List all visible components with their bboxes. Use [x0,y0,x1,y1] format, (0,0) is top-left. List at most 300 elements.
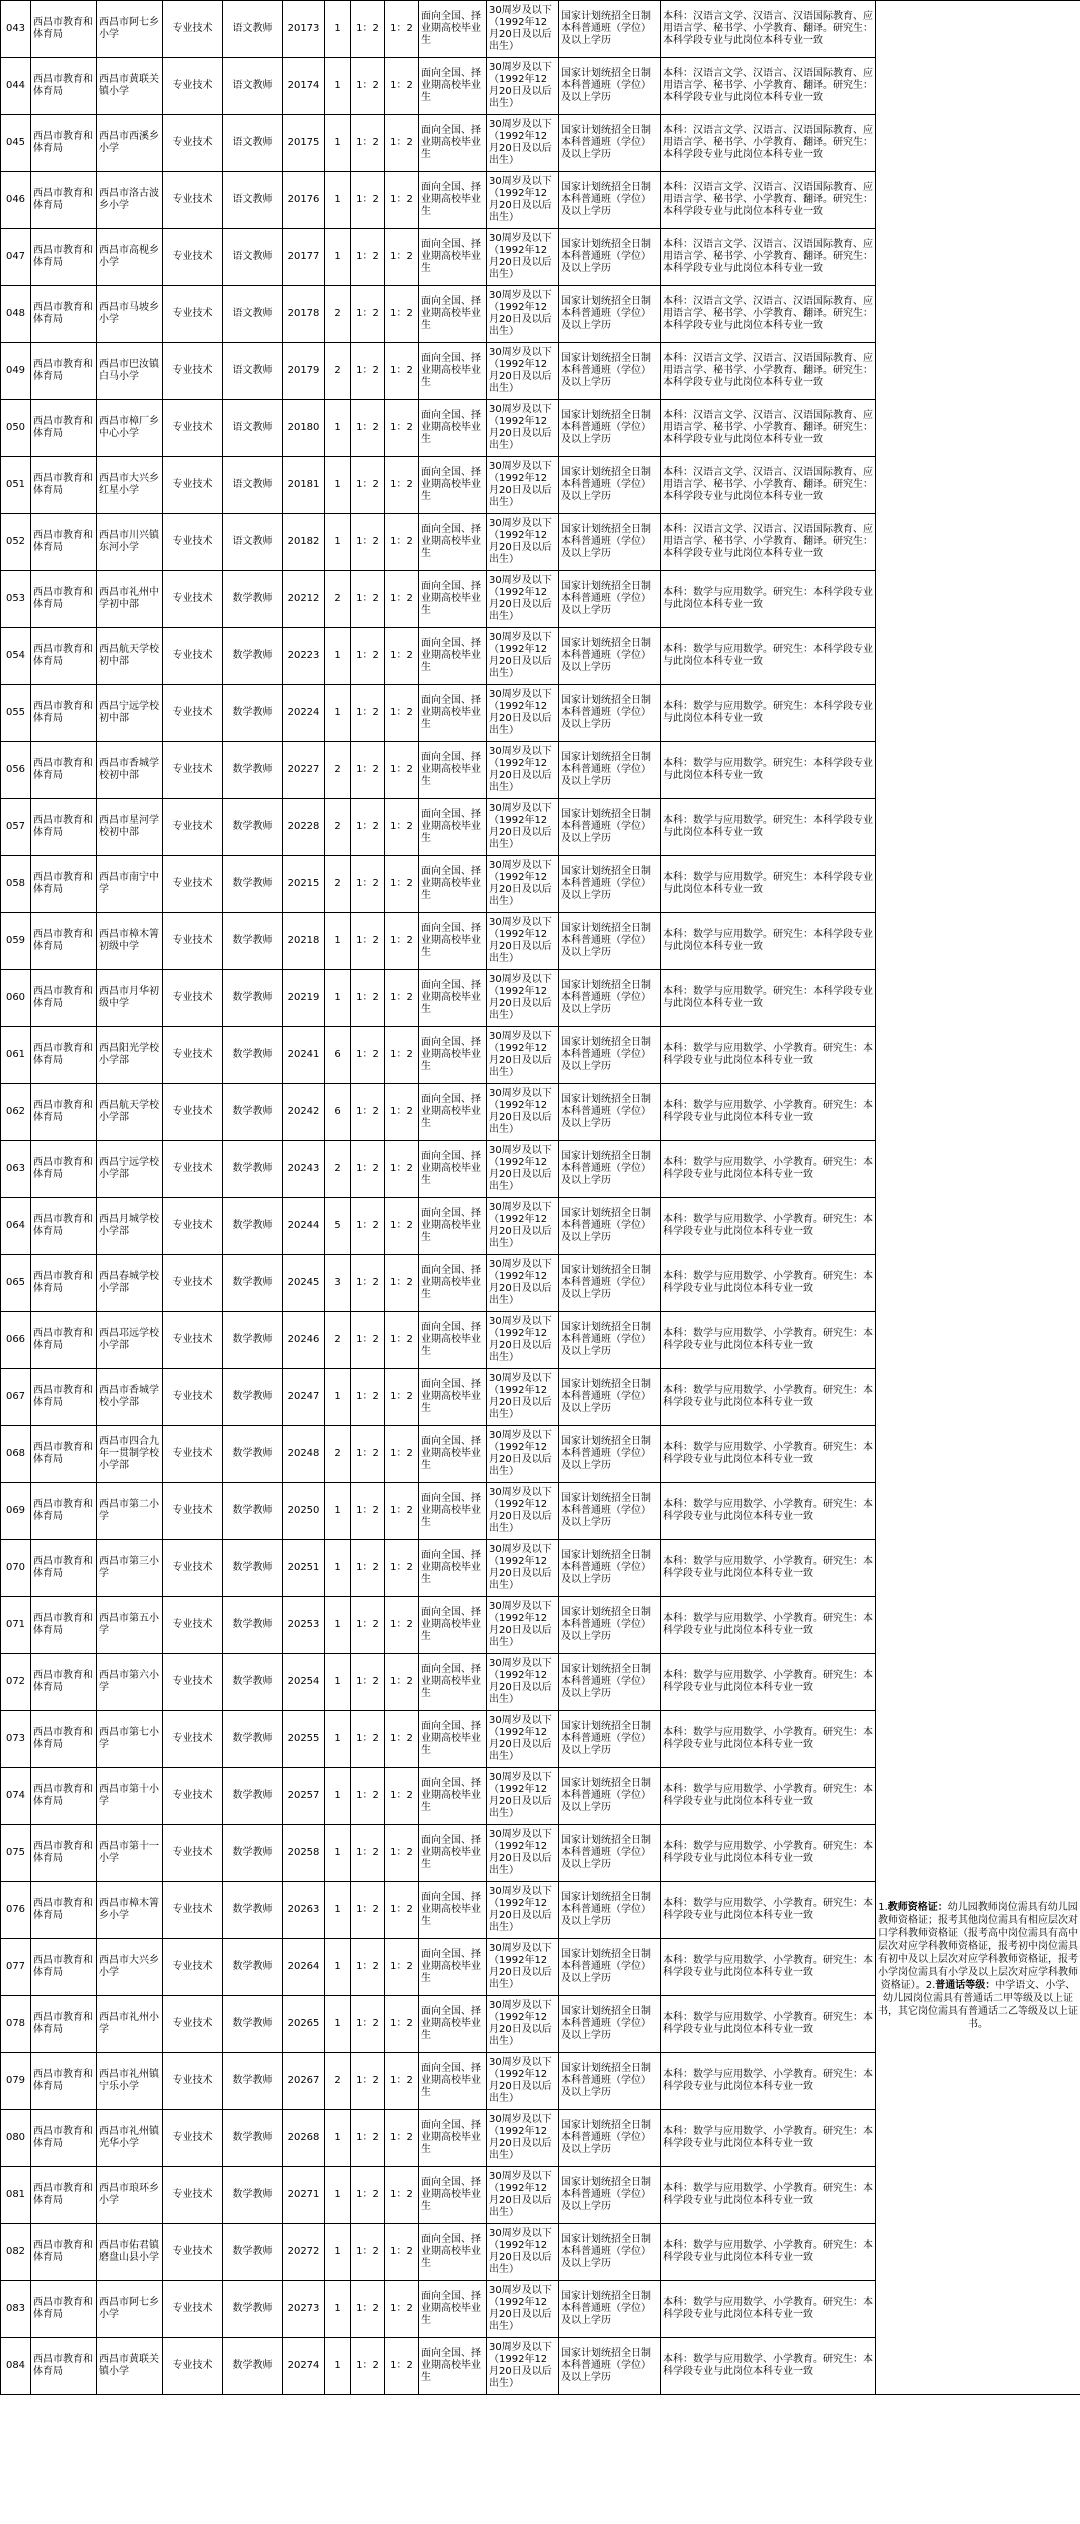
ratio-cell: 1：2 [385,172,419,229]
dept-cell: 西昌市教育和体育局 [31,2053,97,2110]
school-cell: 西昌市南宁中学 [97,856,163,913]
code-cell: 20254 [283,1654,325,1711]
dept-cell: 西昌市教育和体育局 [31,58,97,115]
code-cell: 20246 [283,1312,325,1369]
scope-cell: 面向全国、择业期高校毕业生 [419,1369,487,1426]
dept-cell: 西昌市教育和体育局 [31,400,97,457]
age-cell: 30周岁及以下（1992年12月20日及以后出生） [487,1540,559,1597]
count-cell: 1 [325,2110,351,2167]
dept-cell: 西昌市教育和体育局 [31,685,97,742]
category-cell: 专业技术 [163,913,223,970]
category-cell: 专业技术 [163,2224,223,2281]
category-cell: 专业技术 [163,115,223,172]
seq-cell: 055 [1,685,31,742]
seq-cell: 066 [1,1312,31,1369]
code-cell: 20257 [283,1768,325,1825]
scope-cell: 面向全国、择业期高校毕业生 [419,514,487,571]
ratio-cell: 1：2 [385,343,419,400]
scope-cell: 面向全国、择业期高校毕业生 [419,2110,487,2167]
education-cell: 国家计划统招全日制本科普通班（学位）及以上学历 [559,172,661,229]
ratio-cell: 1：2 [351,856,385,913]
count-cell: 1 [325,58,351,115]
education-cell: 国家计划统招全日制本科普通班（学位）及以上学历 [559,742,661,799]
major-cell: 本科：数学与应用数学、小学教育。研究生：本科学段专业与此岗位本科专业一致 [661,1996,876,2053]
dept-cell: 西昌市教育和体育局 [31,1939,97,1996]
age-cell: 30周岁及以下（1992年12月20日及以后出生） [487,1,559,58]
code-cell: 20219 [283,970,325,1027]
major-cell: 本科：数学与应用数学、小学教育。研究生：本科学段专业与此岗位本科专业一致 [661,1483,876,1540]
major-cell: 本科：汉语言文学、汉语言、汉语国际教育、应用语言学、秘书学、小学教育、翻译。研究生：本科学段专业与此岗位本科专业一致 [661,229,876,286]
scope-cell: 面向全国、择业期高校毕业生 [419,1426,487,1483]
dept-cell: 西昌市教育和体育局 [31,115,97,172]
scope-cell: 面向全国、择业期高校毕业生 [419,1141,487,1198]
category-cell: 专业技术 [163,1426,223,1483]
category-cell: 专业技术 [163,343,223,400]
major-cell: 本科：汉语言文学、汉语言、汉语国际教育、应用语言学、秘书学、小学教育、翻译。研究生：本科学段专业与此岗位本科专业一致 [661,400,876,457]
seq-cell: 063 [1,1141,31,1198]
seq-cell: 047 [1,229,31,286]
school-cell: 西昌市西溪乡小学 [97,115,163,172]
age-cell: 30周岁及以下（1992年12月20日及以后出生） [487,1483,559,1540]
ratio-cell: 1：2 [351,1540,385,1597]
ratio-cell: 1：2 [385,970,419,1027]
count-cell: 1 [325,1654,351,1711]
dept-cell: 西昌市教育和体育局 [31,457,97,514]
age-cell: 30周岁及以下（1992年12月20日及以后出生） [487,1198,559,1255]
code-cell: 20224 [283,685,325,742]
seq-cell: 051 [1,457,31,514]
dept-cell: 西昌市教育和体育局 [31,1027,97,1084]
code-cell: 20180 [283,400,325,457]
scope-cell: 面向全国、择业期高校毕业生 [419,571,487,628]
post-cell: 数学教师 [223,1198,283,1255]
age-cell: 30周岁及以下（1992年12月20日及以后出生） [487,343,559,400]
age-cell: 30周岁及以下（1992年12月20日及以后出生） [487,58,559,115]
school-cell: 西昌市礼州中学初中部 [97,571,163,628]
education-cell: 国家计划统招全日制本科普通班（学位）及以上学历 [559,1312,661,1369]
school-cell: 西昌市黄联关镇小学 [97,2338,163,2395]
school-cell: 西昌阳光学校小学部 [97,1027,163,1084]
seq-cell: 057 [1,799,31,856]
age-cell: 30周岁及以下（1992年12月20日及以后出生） [487,514,559,571]
category-cell: 专业技术 [163,1027,223,1084]
scope-cell: 面向全国、择业期高校毕业生 [419,1654,487,1711]
count-cell: 6 [325,1084,351,1141]
ratio-cell: 1：2 [351,1483,385,1540]
major-cell: 本科：数学与应用数学。研究生：本科学段专业与此岗位本科专业一致 [661,685,876,742]
post-cell: 数学教师 [223,1426,283,1483]
dept-cell: 西昌市教育和体育局 [31,913,97,970]
post-cell: 数学教师 [223,2053,283,2110]
education-cell: 国家计划统招全日制本科普通班（学位）及以上学历 [559,286,661,343]
count-cell: 2 [325,856,351,913]
ratio-cell: 1：2 [385,571,419,628]
dept-cell: 西昌市教育和体育局 [31,799,97,856]
count-cell: 1 [325,115,351,172]
ratio-cell: 1：2 [351,1,385,58]
school-cell: 西昌市礼州镇光华小学 [97,2110,163,2167]
code-cell: 20178 [283,286,325,343]
category-cell: 专业技术 [163,286,223,343]
code-cell: 20218 [283,913,325,970]
code-cell: 20228 [283,799,325,856]
major-cell: 本科：数学与应用数学。研究生：本科学段专业与此岗位本科专业一致 [661,856,876,913]
seq-cell: 054 [1,628,31,685]
post-cell: 数学教师 [223,856,283,913]
seq-cell: 043 [1,1,31,58]
ratio-cell: 1：2 [385,514,419,571]
ratio-cell: 1：2 [385,2053,419,2110]
education-cell: 国家计划统招全日制本科普通班（学位）及以上学历 [559,58,661,115]
dept-cell: 西昌市教育和体育局 [31,1255,97,1312]
school-cell: 西昌宁远学校初中部 [97,685,163,742]
category-cell: 专业技术 [163,1,223,58]
count-cell: 1 [325,1939,351,1996]
ratio-cell: 1：2 [385,229,419,286]
scope-cell: 面向全国、择业期高校毕业生 [419,1597,487,1654]
age-cell: 30周岁及以下（1992年12月20日及以后出生） [487,115,559,172]
age-cell: 30周岁及以下（1992年12月20日及以后出生） [487,1141,559,1198]
dept-cell: 西昌市教育和体育局 [31,970,97,1027]
category-cell: 专业技术 [163,685,223,742]
seq-cell: 056 [1,742,31,799]
seq-cell: 071 [1,1597,31,1654]
count-cell: 1 [325,172,351,229]
ratio-cell: 1：2 [385,742,419,799]
category-cell: 专业技术 [163,742,223,799]
major-cell: 本科：数学与应用数学、小学教育。研究生：本科学段专业与此岗位本科专业一致 [661,1654,876,1711]
school-cell: 西昌市月华初级中学 [97,970,163,1027]
scope-cell: 面向全国、择业期高校毕业生 [419,2053,487,2110]
category-cell: 专业技术 [163,1825,223,1882]
scope-cell: 面向全国、择业期高校毕业生 [419,1483,487,1540]
table-row [1,1,1080,58]
code-cell: 20274 [283,2338,325,2395]
age-cell: 30周岁及以下（1992年12月20日及以后出生） [487,2281,559,2338]
age-cell: 30周岁及以下（1992年12月20日及以后出生） [487,229,559,286]
code-cell: 20264 [283,1939,325,1996]
education-cell: 国家计划统招全日制本科普通班（学位）及以上学历 [559,628,661,685]
scope-cell: 面向全国、择业期高校毕业生 [419,913,487,970]
code-cell: 20247 [283,1369,325,1426]
post-cell: 数学教师 [223,1141,283,1198]
major-cell: 本科：汉语言文学、汉语言、汉语国际教育、应用语言学、秘书学、小学教育、翻译。研究生：本科学段专业与此岗位本科专业一致 [661,286,876,343]
dept-cell: 西昌市教育和体育局 [31,856,97,913]
ratio-cell: 1：2 [351,913,385,970]
ratio-cell: 1：2 [351,2110,385,2167]
dept-cell: 西昌市教育和体育局 [31,2167,97,2224]
ratio-cell: 1：2 [385,1483,419,1540]
category-cell: 专业技术 [163,172,223,229]
school-cell: 西昌市第六小学 [97,1654,163,1711]
ratio-cell: 1：2 [351,628,385,685]
ratio-cell: 1：2 [351,1255,385,1312]
ratio-cell: 1：2 [351,799,385,856]
scope-cell: 面向全国、择业期高校毕业生 [419,1,487,58]
post-cell: 数学教师 [223,913,283,970]
age-cell: 30周岁及以下（1992年12月20日及以后出生） [487,856,559,913]
post-cell: 数学教师 [223,1483,283,1540]
post-cell: 语文教师 [223,400,283,457]
major-cell: 本科：数学与应用数学、小学教育。研究生：本科学段专业与此岗位本科专业一致 [661,2281,876,2338]
scope-cell: 面向全国、择业期高校毕业生 [419,2224,487,2281]
ratio-cell: 1：2 [351,2167,385,2224]
education-cell: 国家计划统招全日制本科普通班（学位）及以上学历 [559,2167,661,2224]
education-cell: 国家计划统招全日制本科普通班（学位）及以上学历 [559,2338,661,2395]
count-cell: 1 [325,628,351,685]
age-cell: 30周岁及以下（1992年12月20日及以后出生） [487,2224,559,2281]
seq-cell: 072 [1,1654,31,1711]
count-cell: 1 [325,1597,351,1654]
ratio-cell: 1：2 [351,286,385,343]
education-cell: 国家计划统招全日制本科普通班（学位）及以上学历 [559,343,661,400]
count-cell: 2 [325,286,351,343]
school-cell: 西昌市阿七乡小学 [97,2281,163,2338]
major-cell: 本科：汉语言文学、汉语言、汉语国际教育、应用语言学、秘书学、小学教育、翻译。研究生：本科学段专业与此岗位本科专业一致 [661,1,876,58]
seq-cell: 050 [1,400,31,457]
post-cell: 数学教师 [223,1939,283,1996]
age-cell: 30周岁及以下（1992年12月20日及以后出生） [487,2167,559,2224]
category-cell: 专业技术 [163,1141,223,1198]
ratio-cell: 1：2 [385,1198,419,1255]
seq-cell: 076 [1,1882,31,1939]
seq-cell: 053 [1,571,31,628]
ratio-cell: 1：2 [351,1825,385,1882]
ratio-cell: 1：2 [351,685,385,742]
code-cell: 20243 [283,1141,325,1198]
seq-cell: 079 [1,2053,31,2110]
code-cell: 20253 [283,1597,325,1654]
major-cell: 本科：汉语言文学、汉语言、汉语国际教育、应用语言学、秘书学、小学教育、翻译。研究生：本科学段专业与此岗位本科专业一致 [661,514,876,571]
ratio-cell: 1：2 [385,1768,419,1825]
scope-cell: 面向全国、择业期高校毕业生 [419,58,487,115]
seq-cell: 074 [1,1768,31,1825]
post-cell: 语文教师 [223,229,283,286]
school-cell: 西昌市樟木箐初级中学 [97,913,163,970]
age-cell: 30周岁及以下（1992年12月20日及以后出生） [487,1312,559,1369]
school-cell: 西昌市阿七乡小学 [97,1,163,58]
code-cell: 20212 [283,571,325,628]
seq-cell: 049 [1,343,31,400]
code-cell: 20223 [283,628,325,685]
seq-cell: 060 [1,970,31,1027]
school-cell: 西昌市洛古波乡小学 [97,172,163,229]
code-cell: 20244 [283,1198,325,1255]
major-cell: 本科：数学与应用数学。研究生：本科学段专业与此岗位本科专业一致 [661,799,876,856]
age-cell: 30周岁及以下（1992年12月20日及以后出生） [487,2110,559,2167]
school-cell: 西昌市四合九年一贯制学校小学部 [97,1426,163,1483]
ratio-cell: 1：2 [385,286,419,343]
education-cell: 国家计划统招全日制本科普通班（学位）及以上学历 [559,2053,661,2110]
code-cell: 20245 [283,1255,325,1312]
post-cell: 数学教师 [223,1768,283,1825]
post-cell: 数学教师 [223,970,283,1027]
major-cell: 本科：数学与应用数学。研究生：本科学段专业与此岗位本科专业一致 [661,913,876,970]
category-cell: 专业技术 [163,229,223,286]
school-cell: 西昌市第五小学 [97,1597,163,1654]
ratio-cell: 1：2 [385,2167,419,2224]
count-cell: 1 [325,1711,351,1768]
count-cell: 1 [325,1825,351,1882]
scope-cell: 面向全国、择业期高校毕业生 [419,2281,487,2338]
count-cell: 1 [325,2224,351,2281]
ratio-cell: 1：2 [385,1255,419,1312]
school-cell: 西昌邛远学校小学部 [97,1312,163,1369]
code-cell: 20175 [283,115,325,172]
education-cell: 国家计划统招全日制本科普通班（学位）及以上学历 [559,1255,661,1312]
school-cell: 西昌市第二小学 [97,1483,163,1540]
ratio-cell: 1：2 [385,856,419,913]
school-cell: 西昌市礼州小学 [97,1996,163,2053]
dept-cell: 西昌市教育和体育局 [31,1711,97,1768]
ratio-cell: 1：2 [351,343,385,400]
age-cell: 30周岁及以下（1992年12月20日及以后出生） [487,1711,559,1768]
category-cell: 专业技术 [163,571,223,628]
scope-cell: 面向全国、择业期高校毕业生 [419,1768,487,1825]
category-cell: 专业技术 [163,1882,223,1939]
scope-cell: 面向全国、择业期高校毕业生 [419,1084,487,1141]
count-cell: 1 [325,685,351,742]
post-cell: 数学教师 [223,1027,283,1084]
education-cell: 国家计划统招全日制本科普通班（学位）及以上学历 [559,1882,661,1939]
education-cell: 国家计划统招全日制本科普通班（学位）及以上学历 [559,457,661,514]
school-cell: 西昌市樟厂乡中心小学 [97,400,163,457]
age-cell: 30周岁及以下（1992年12月20日及以后出生） [487,1654,559,1711]
age-cell: 30周岁及以下（1992年12月20日及以后出生） [487,400,559,457]
post-cell: 数学教师 [223,2224,283,2281]
scope-cell: 面向全国、择业期高校毕业生 [419,172,487,229]
category-cell: 专业技术 [163,856,223,913]
dept-cell: 西昌市教育和体育局 [31,343,97,400]
major-cell: 本科：数学与应用数学、小学教育。研究生：本科学段专业与此岗位本科专业一致 [661,2110,876,2167]
post-cell: 语文教师 [223,514,283,571]
ratio-cell: 1：2 [385,1939,419,1996]
post-cell: 数学教师 [223,628,283,685]
category-cell: 专业技术 [163,628,223,685]
seq-cell: 081 [1,2167,31,2224]
code-cell: 20267 [283,2053,325,2110]
seq-cell: 044 [1,58,31,115]
school-cell: 西昌市大兴乡小学 [97,1939,163,1996]
seq-cell: 046 [1,172,31,229]
seq-cell: 065 [1,1255,31,1312]
count-cell: 1 [325,457,351,514]
post-cell: 数学教师 [223,1084,283,1141]
post-cell: 数学教师 [223,742,283,799]
seq-cell: 082 [1,2224,31,2281]
table-body [1,1,1080,2395]
category-cell: 专业技术 [163,1654,223,1711]
major-cell: 本科：数学与应用数学、小学教育。研究生：本科学段专业与此岗位本科专业一致 [661,1939,876,1996]
count-cell: 1 [325,970,351,1027]
category-cell: 专业技术 [163,1768,223,1825]
count-cell: 2 [325,2053,351,2110]
seq-cell: 077 [1,1939,31,1996]
education-cell: 国家计划统招全日制本科普通班（学位）及以上学历 [559,1711,661,1768]
school-cell: 西昌市佑君镇磨盘山县小学 [97,2224,163,2281]
ratio-cell: 1：2 [351,115,385,172]
category-cell: 专业技术 [163,1711,223,1768]
ratio-cell: 1：2 [385,400,419,457]
age-cell: 30周岁及以下（1992年12月20日及以后出生） [487,1084,559,1141]
dept-cell: 西昌市教育和体育局 [31,571,97,628]
requirements-note [876,1,1080,2395]
post-cell: 数学教师 [223,1597,283,1654]
code-cell: 20251 [283,1540,325,1597]
major-cell: 本科：数学与应用数学、小学教育。研究生：本科学段专业与此岗位本科专业一致 [661,1426,876,1483]
post-cell: 数学教师 [223,1825,283,1882]
count-cell: 1 [325,913,351,970]
age-cell: 30周岁及以下（1992年12月20日及以后出生） [487,1996,559,2053]
scope-cell: 面向全国、择业期高校毕业生 [419,1255,487,1312]
ratio-cell: 1：2 [351,1882,385,1939]
major-cell: 本科：数学与应用数学、小学教育。研究生：本科学段专业与此岗位本科专业一致 [661,1369,876,1426]
scope-cell: 面向全国、择业期高校毕业生 [419,400,487,457]
category-cell: 专业技术 [163,58,223,115]
scope-cell: 面向全国、择业期高校毕业生 [419,1711,487,1768]
education-cell: 国家计划统招全日制本科普通班（学位）及以上学历 [559,1198,661,1255]
ratio-cell: 1：2 [385,1312,419,1369]
seq-cell: 075 [1,1825,31,1882]
post-cell: 数学教师 [223,571,283,628]
scope-cell: 面向全国、择业期高校毕业生 [419,1198,487,1255]
education-cell: 国家计划统招全日制本科普通班（学位）及以上学历 [559,1426,661,1483]
school-cell: 西昌市星河学校初中部 [97,799,163,856]
seq-cell: 062 [1,1084,31,1141]
seq-cell: 069 [1,1483,31,1540]
count-cell: 1 [325,1768,351,1825]
code-cell: 20258 [283,1825,325,1882]
seq-cell: 058 [1,856,31,913]
dept-cell: 西昌市教育和体育局 [31,628,97,685]
school-cell: 西昌市巴汝镇白马小学 [97,343,163,400]
dept-cell: 西昌市教育和体育局 [31,1426,97,1483]
scope-cell: 面向全国、择业期高校毕业生 [419,1312,487,1369]
school-cell: 西昌市樟木箐乡小学 [97,1882,163,1939]
count-cell: 1 [325,1540,351,1597]
major-cell: 本科：数学与应用数学、小学教育。研究生：本科学段专业与此岗位本科专业一致 [661,1027,876,1084]
ratio-cell: 1：2 [351,2224,385,2281]
school-cell: 西昌市第十一小学 [97,1825,163,1882]
count-cell: 2 [325,799,351,856]
scope-cell: 面向全国、择业期高校毕业生 [419,628,487,685]
major-cell: 本科：汉语言文学、汉语言、汉语国际教育、应用语言学、秘书学、小学教育、翻译。研究生：本科学段专业与此岗位本科专业一致 [661,343,876,400]
ratio-cell: 1：2 [385,628,419,685]
seq-cell: 070 [1,1540,31,1597]
note-text-certificate: 幼儿园教师岗位需具有幼儿园教师资格证；报考其他岗位需具有相应层次对口学科教师资格证（报考高中岗位需具有高中层次对应学科教师资格证，报考初中岗位需具有初中及以上层次对应学科教师资格证，报考小学岗位需具有小学及以上层次对应学科教师资格证）。 [878,1902,1078,1991]
education-cell: 国家计划统招全日制本科普通班（学位）及以上学历 [559,856,661,913]
school-cell: 西昌市大兴乡红星小学 [97,457,163,514]
education-cell: 国家计划统招全日制本科普通班（学位）及以上学历 [559,1027,661,1084]
seq-cell: 052 [1,514,31,571]
dept-cell: 西昌市教育和体育局 [31,1369,97,1426]
school-cell: 西昌月城学校小学部 [97,1198,163,1255]
major-cell: 本科：数学与应用数学、小学教育。研究生：本科学段专业与此岗位本科专业一致 [661,1312,876,1369]
code-cell: 20255 [283,1711,325,1768]
post-cell: 数学教师 [223,1654,283,1711]
age-cell: 30周岁及以下（1992年12月20日及以后出生） [487,457,559,514]
ratio-cell: 1：2 [351,742,385,799]
dept-cell: 西昌市教育和体育局 [31,1768,97,1825]
major-cell: 本科：数学与应用数学。研究生：本科学段专业与此岗位本科专业一致 [661,742,876,799]
ratio-cell: 1：2 [351,1426,385,1483]
category-cell: 专业技术 [163,2167,223,2224]
ratio-cell: 1：2 [385,2110,419,2167]
ratio-cell: 1：2 [351,1996,385,2053]
dept-cell: 西昌市教育和体育局 [31,172,97,229]
dept-cell: 西昌市教育和体育局 [31,1597,97,1654]
count-cell: 2 [325,1426,351,1483]
